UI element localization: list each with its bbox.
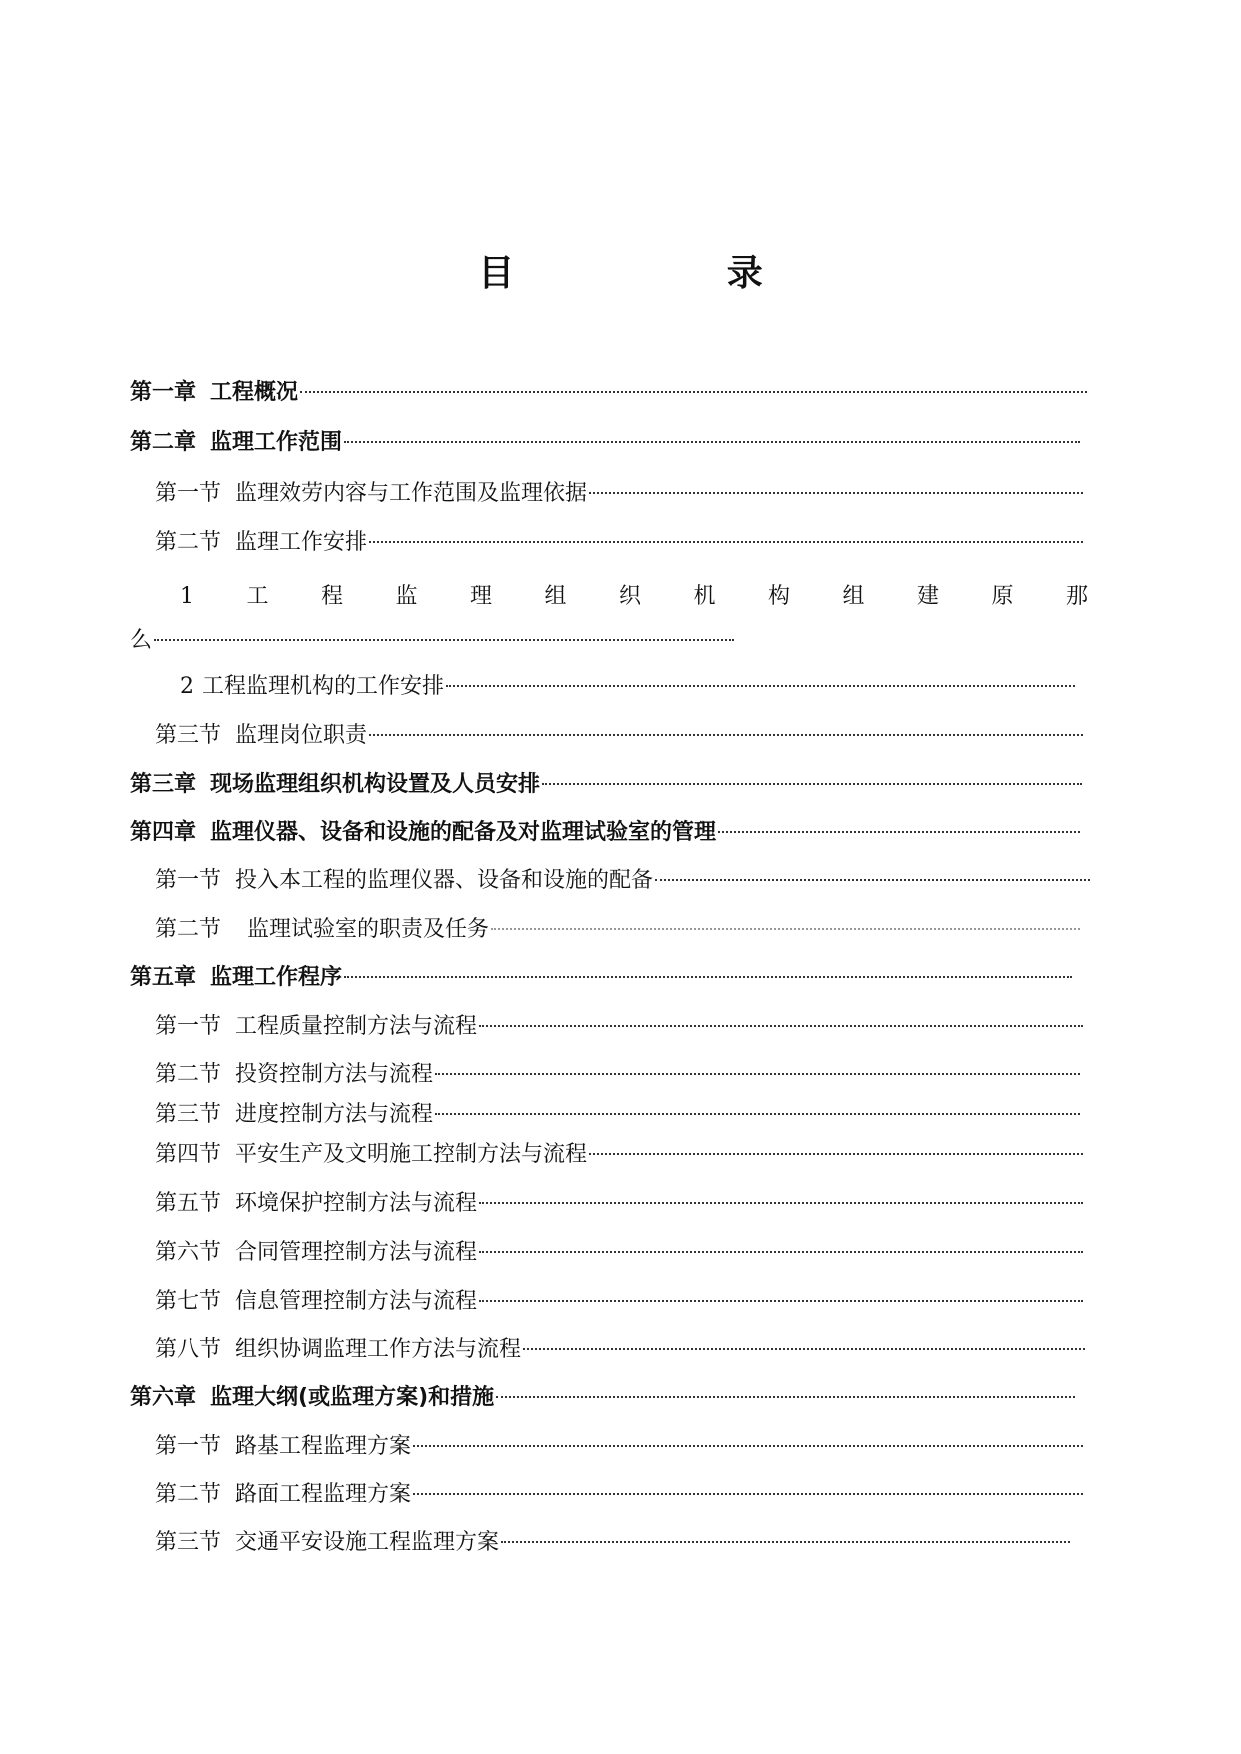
toc-title: 监理工作程序 xyxy=(210,965,343,990)
toc-number: 第二节 xyxy=(155,917,222,942)
dot-leader xyxy=(501,1541,1070,1543)
toc-chapter-2[interactable] xyxy=(130,428,1080,458)
dot-leader xyxy=(369,734,1083,736)
toc-title: 工程质量控制方法与流程 xyxy=(235,1014,478,1039)
toc-number: 第一节 xyxy=(155,868,222,893)
toc-title: 监理工作安排 xyxy=(235,530,368,555)
toc-number: 第三节 xyxy=(155,723,222,748)
spread-char: 监 xyxy=(395,584,418,609)
toc-chapter-1[interactable] xyxy=(130,378,1087,408)
dot-leader xyxy=(523,1348,1085,1350)
toc-section[interactable] xyxy=(155,1528,1070,1558)
toc-title: 监理效劳内容与工作范围及监理依据 xyxy=(235,481,588,506)
dot-leader xyxy=(718,831,1080,833)
toc-number: 第七节 xyxy=(155,1289,222,1314)
toc-spread-continuation[interactable] xyxy=(130,626,734,656)
dot-leader xyxy=(491,928,1080,930)
spread-char: 组 xyxy=(544,584,567,609)
toc-title: 投入本工程的监理仪器、设备和设施的配备 xyxy=(235,868,654,893)
toc-section[interactable] xyxy=(155,915,1080,945)
toc-number: 第二章 xyxy=(130,430,197,455)
toc-section[interactable] xyxy=(155,1060,1080,1090)
toc-title: 监理仪器、设备和设施的配备及对监理试验室的管理 xyxy=(210,820,717,845)
toc-number: 2 xyxy=(180,674,194,699)
dot-leader xyxy=(479,1251,1083,1253)
toc-section[interactable] xyxy=(155,1480,1083,1510)
toc-chapter-5[interactable] xyxy=(130,963,1072,993)
dot-leader xyxy=(344,441,1080,443)
toc-title: 现场监理组织机构设置及人员安排 xyxy=(210,772,541,797)
dot-leader xyxy=(496,1396,1075,1398)
dot-leader xyxy=(446,685,1075,687)
toc-section[interactable] xyxy=(155,1335,1085,1365)
toc-number: 第一节 xyxy=(155,481,222,506)
spread-char: 工 xyxy=(246,584,269,609)
toc-number: 第一节 xyxy=(155,1014,222,1039)
toc-section[interactable] xyxy=(155,1140,1083,1170)
toc-number: 第六章 xyxy=(130,1385,197,1410)
toc-section[interactable] xyxy=(155,1100,1080,1130)
toc-section[interactable] xyxy=(155,1432,1083,1462)
toc-number: 第八节 xyxy=(155,1337,222,1362)
page-title: 目 录 xyxy=(478,253,863,294)
dot-leader xyxy=(154,639,734,641)
toc-title: 组织协调监理工作方法与流程 xyxy=(235,1337,522,1362)
toc-number: 第五节 xyxy=(155,1191,222,1216)
toc-title: 平安生产及文明施工控制方法与流程 xyxy=(235,1142,588,1167)
toc-number: 第二节 xyxy=(155,1062,222,1087)
dot-leader xyxy=(479,1300,1083,1302)
toc-title: 进度控制方法与流程 xyxy=(235,1102,434,1127)
spread-char: 理 xyxy=(469,584,492,609)
toc-section[interactable] xyxy=(155,721,1083,751)
dot-leader xyxy=(300,391,1087,393)
dot-leader xyxy=(479,1202,1083,1204)
dot-leader xyxy=(655,879,1090,881)
toc-title: 么 xyxy=(130,628,153,653)
toc-number: 第三节 xyxy=(155,1530,222,1555)
dot-leader xyxy=(589,492,1083,494)
spread-char: 机 xyxy=(693,584,716,609)
spread-char: 织 xyxy=(618,584,641,609)
dot-leader xyxy=(413,1493,1083,1495)
toc-number: 第一章 xyxy=(130,380,197,405)
toc-chapter-6[interactable] xyxy=(130,1383,1075,1413)
toc-title: 投资控制方法与流程 xyxy=(235,1062,434,1087)
toc-section[interactable] xyxy=(155,1189,1083,1219)
toc-title: 环境保护控制方法与流程 xyxy=(235,1191,478,1216)
dot-leader xyxy=(435,1073,1080,1075)
toc-section[interactable] xyxy=(155,479,1083,509)
toc-section[interactable] xyxy=(155,1012,1083,1042)
toc-section[interactable] xyxy=(155,1238,1083,1268)
toc-number: 第三章 xyxy=(130,772,197,797)
toc-title: 工程概况 xyxy=(210,380,299,405)
spread-char: 程 xyxy=(320,584,343,609)
toc-number: 第三节 xyxy=(155,1102,222,1127)
toc-section[interactable] xyxy=(155,528,1083,558)
toc-section[interactable] xyxy=(155,1287,1083,1317)
dot-leader xyxy=(479,1025,1083,1027)
toc-number: 第四节 xyxy=(155,1142,222,1167)
toc-title: 信息管理控制方法与流程 xyxy=(235,1289,478,1314)
toc-number: 第六节 xyxy=(155,1240,222,1265)
toc-title: 路基工程监理方案 xyxy=(235,1434,412,1459)
toc-title: 合同管理控制方法与流程 xyxy=(235,1240,478,1265)
toc-section[interactable] xyxy=(155,866,1090,896)
toc-spread-line[interactable] xyxy=(180,582,1088,612)
spread-char: 1 xyxy=(180,584,194,609)
spread-char: 组 xyxy=(842,584,865,609)
dot-leader xyxy=(435,1113,1080,1115)
toc-title: 监理岗位职责 xyxy=(235,723,368,748)
toc-title: 工程监理机构的工作安排 xyxy=(202,674,445,699)
toc-number: 第四章 xyxy=(130,820,197,845)
toc-title: 路面工程监理方案 xyxy=(235,1482,412,1507)
spread-char: 那 xyxy=(1065,584,1088,609)
toc-number: 第五章 xyxy=(130,965,197,990)
toc-chapter-3[interactable] xyxy=(130,770,1082,800)
toc-number: 第二节 xyxy=(155,530,222,555)
dot-leader xyxy=(589,1153,1083,1155)
toc-number: 第二节 xyxy=(155,1482,222,1507)
spread-char: 建 xyxy=(916,584,939,609)
spread-char: 原 xyxy=(991,584,1014,609)
dot-leader xyxy=(369,541,1083,543)
toc-title: 监理大纲(或监理方案)和措施 xyxy=(210,1385,495,1410)
dot-leader xyxy=(542,783,1082,785)
toc-title: 监理工作范围 xyxy=(210,430,343,455)
spread-char: 构 xyxy=(767,584,790,609)
toc-chapter-4[interactable] xyxy=(130,818,1080,848)
toc-title: 监理试验室的职责及任务 xyxy=(247,917,490,942)
toc-number: 第一节 xyxy=(155,1434,222,1459)
toc-subsection[interactable] xyxy=(180,672,1075,702)
dot-leader xyxy=(413,1445,1083,1447)
dot-leader xyxy=(344,976,1072,978)
toc-title: 交通平安设施工程监理方案 xyxy=(235,1530,500,1555)
